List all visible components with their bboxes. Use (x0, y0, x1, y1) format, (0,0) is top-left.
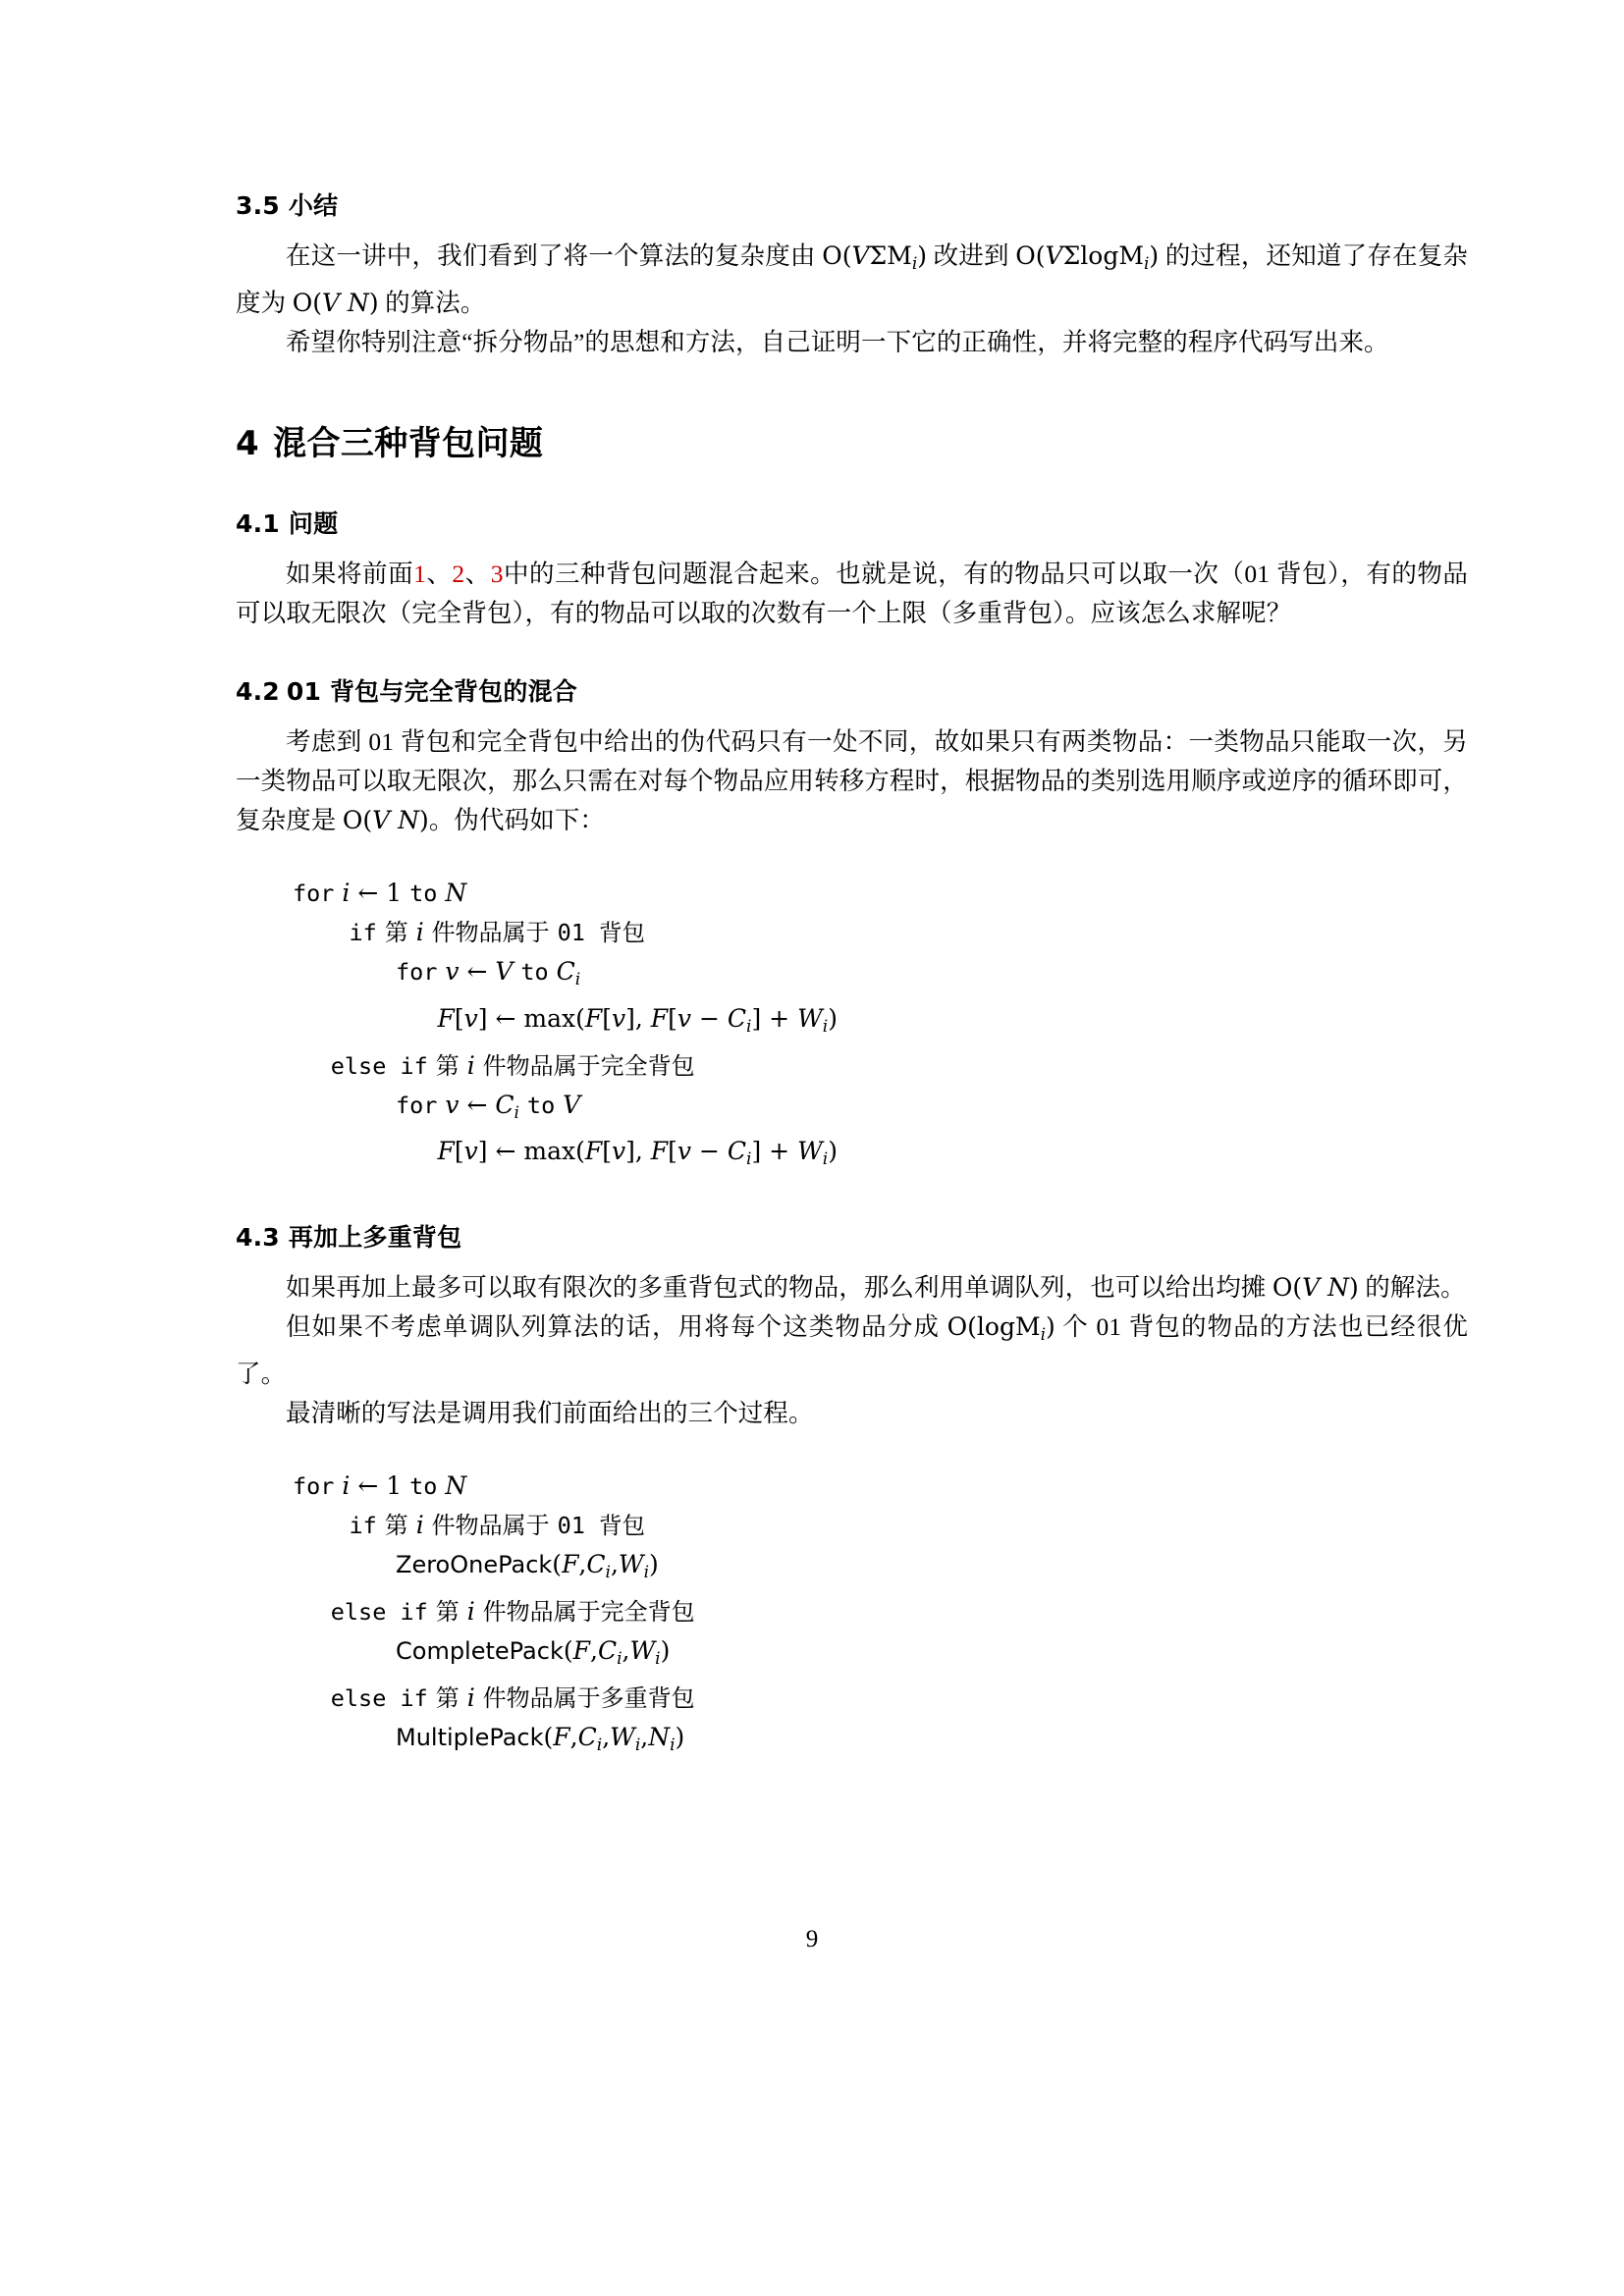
text-run: 、 (425, 559, 453, 588)
section-number: 4.1 (236, 508, 280, 538)
page-content (236, 190, 1468, 1764)
code-line: F[v] ← max(F[v], F[v − Ci] + Wi) (437, 1137, 838, 1169)
section-number: 3.5 (236, 191, 280, 220)
code-line: for i ← 1 to N (293, 879, 467, 907)
paragraph-3-5-2: 希望你特别注意“拆分物品”的思想和方法，自己证明一下它的正确性，并将完整的程序代码写出来。 (286, 328, 1389, 356)
code-line: else if 第 i 件物品属于完全背包 (330, 1596, 695, 1626)
code-line-completepack: CompletePack(F,Ci,Wi) (396, 1635, 671, 1669)
pseudocode-block-1 (236, 874, 1468, 1179)
code-line: for i ← 1 to N (293, 1471, 467, 1500)
section-title: 01 背包与完全背包的混合 (286, 676, 577, 706)
text-run: 在这一讲中，我们看到了将一个算法的复杂度由 (286, 241, 823, 271)
text-run: 改进到 (927, 241, 1016, 271)
section-heading-4-2 (236, 676, 1468, 707)
page-number: 9 (805, 1926, 819, 1952)
text-run: 考虑到 01 背包和完全背包中给出的伪代码只有一处不同，故如果只有两类物品：一类物品只能取一次，另一类物品可以取无限次，那么只需在对每个物品应用转移方程时，根据物品的类别选用顺序或逆序的循环即可，复杂度是 (236, 727, 1468, 834)
cross-reference-link-1[interactable]: 1 (413, 559, 426, 588)
text-run: 的过程，还知道了存在复杂度为 (236, 241, 1468, 317)
text-run: 的解法。 (1358, 1273, 1466, 1303)
paragraph-4-3-3: 最清晰的写法是调用我们前面给出的三个过程。 (286, 1399, 814, 1427)
section-title: 混合三种背包问题 (273, 424, 544, 463)
text-run: 、 (464, 559, 491, 588)
text-run: 个 01 背包的物品的方法也已经很优了。 (236, 1312, 1468, 1388)
text-run: 如果将前面 (286, 559, 414, 588)
pseudocode-block-2 (236, 1467, 1468, 1764)
section-heading-4-3 (236, 1222, 1468, 1253)
code-line: if 第 i 件物品属于 01 背包 (349, 918, 646, 946)
math-big-o-log-m: O(logM$_i$) (947, 1312, 1056, 1345)
section-heading-3-5 (236, 190, 1468, 221)
section-heading-4-1 (236, 508, 1468, 539)
code-line: F[v] ← max(F[v], F[v − Ci] + Wi) (437, 1003, 838, 1037)
text-run: 如果再加上最多可以取有限次的多重背包式的物品，那么利用单调队列，也可以给出均摊 (286, 1273, 1272, 1303)
code-line: if 第 i 件物品属于 01 背包 (349, 1511, 646, 1539)
text-run: 但如果不考虑单调队列算法的话，用将每个这类物品分成 (286, 1312, 947, 1342)
section-title: 小结 (288, 191, 339, 220)
math-big-o-vsigma-m: $O(V\Sigma M_i)$ (822, 241, 928, 274)
section-title: 再加上多重背包 (288, 1223, 462, 1252)
text-run: 的算法。 (378, 289, 486, 317)
cross-reference-link-2[interactable]: 2 (452, 559, 465, 588)
paragraph-3-5-1 (236, 237, 1468, 323)
code-line: else if 第 i 件物品属于多重背包 (330, 1682, 695, 1712)
code-line: for v ← V to Ci (396, 957, 581, 989)
cross-reference-link-3[interactable]: 3 (490, 559, 504, 588)
code-line: else if 第 i 件物品属于完全背包 (330, 1050, 695, 1080)
code-line-zeroonepack: ZeroOnePack(F,Ci,Wi) (396, 1550, 659, 1582)
section-number: 4.2 (236, 676, 280, 706)
math-big-o-vsigma-log-m: O(VΣlogM$_i$) (1015, 241, 1160, 274)
math-big-o-vn: O(V N) (1272, 1273, 1359, 1303)
math-big-o-vn: O(V N) (292, 289, 379, 317)
section-number: 4.3 (236, 1223, 280, 1252)
paragraph-4-1 (236, 555, 1468, 633)
paragraph-4-3-1 (236, 1268, 1468, 1308)
section-title: 问题 (288, 508, 339, 538)
section-heading-4 (236, 423, 1468, 465)
math-c-sub-i: Ci (556, 957, 581, 989)
text-run: 中的三种背包问题混合起来。也就是说，有的物品只可以取一次（01 背包），有的物品可以取无限次（完全背包），有的物品可以取的次数有一个上限（多重背包）。应该怎么求解呢？ (236, 559, 1468, 627)
code-line: for v ← Ci to V (396, 1090, 581, 1123)
math-big-o-vn: O(V N) (342, 806, 429, 834)
section-number: 4 (236, 424, 260, 463)
paragraph-4-3-2 (236, 1308, 1468, 1394)
paragraph-4-2 (236, 722, 1468, 840)
code-line-multiplepack: MultiplePack(F,Ci,Wi,Ni) (396, 1722, 685, 1755)
text-run: 。伪代码如下： (428, 806, 606, 834)
